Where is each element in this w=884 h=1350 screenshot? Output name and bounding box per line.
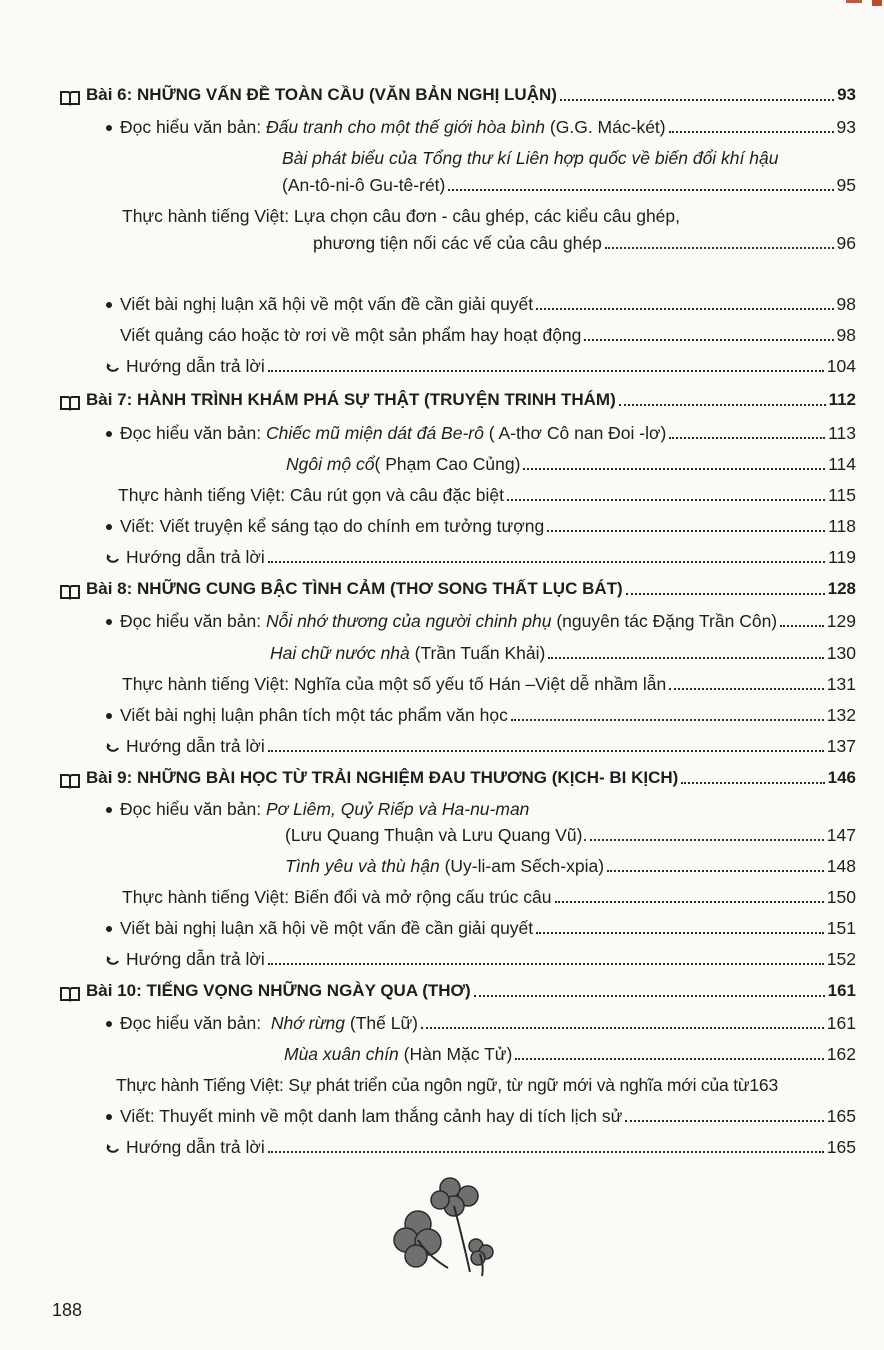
dot-leader: [548, 657, 823, 659]
dot-leader: [584, 339, 833, 341]
reading-label: Đọc hiểu văn bản:: [120, 117, 262, 137]
dot-leader: [536, 308, 833, 310]
guide-text: Hướng dẫn trả lời: [126, 547, 265, 567]
chapter-10-reading-1[interactable]: [106, 1008, 856, 1034]
page-ref: 118: [828, 516, 856, 536]
arrow-icon: [106, 553, 120, 565]
chapter-9-guide[interactable]: [106, 944, 856, 970]
chapter-8-guide[interactable]: [106, 731, 856, 757]
chapter-6-reading-2-title[interactable]: [282, 143, 778, 169]
dot-leader: [523, 468, 825, 470]
book-icon: [60, 90, 80, 106]
work-author: (Lưu Quang Thuận và Lưu Quang Vũ).: [285, 825, 588, 845]
chapter-title: Bài 8: NHỮNG CUNG BẬC TÌNH CẢM (THƠ SONG THẤT LỤC BÁT): [86, 579, 623, 598]
bullet-icon: [106, 619, 112, 625]
chapter-8-practice[interactable]: [122, 669, 856, 695]
clover-decoration-icon: [388, 1176, 508, 1286]
dot-leader: [515, 1058, 823, 1060]
work-author: (Hàn Mặc Tử): [403, 1044, 513, 1064]
work-title: Ngôi mộ cổ: [286, 454, 375, 474]
chapter-10-practice[interactable]: [116, 1070, 856, 1096]
page-ref: 163: [749, 1075, 778, 1095]
writing-text: Viết: Thuyết minh về một danh lam thắng cảnh hay di tích lịch sử: [120, 1106, 623, 1126]
dot-leader: [681, 782, 824, 784]
chapter-6-writing-2[interactable]: [120, 320, 856, 346]
chapter-title: Bài 7: HÀNH TRÌNH KHÁM PHÁ SỰ THẬT (TRUYỆN TRINH THÁM): [86, 390, 616, 409]
work-author: (Trần Tuấn Khải): [414, 643, 546, 663]
bullet-icon: [106, 1114, 112, 1120]
reading-label: Đọc hiểu văn bản:: [120, 799, 262, 819]
chapter-9-writing[interactable]: [106, 913, 856, 939]
guide-text: Hướng dẫn trả lời: [126, 1137, 265, 1157]
page-ref: 131: [826, 674, 856, 694]
guide-text: Hướng dẫn trả lời: [126, 949, 265, 969]
practice-text: Thực hành tiếng Việt: Nghĩa của một số yếu tố Hán –Việt dễ nhầm lẫn: [122, 674, 667, 694]
chapter-8-reading-2[interactable]: [270, 638, 856, 664]
work-title: Chiếc mũ miện dát đá Be-rô: [265, 423, 484, 443]
book-icon: [60, 584, 80, 600]
dot-leader: [780, 625, 824, 627]
page-ref: 128: [827, 579, 856, 598]
page-ref: 119: [828, 547, 856, 567]
dot-leader: [555, 901, 824, 903]
dot-leader: [560, 99, 834, 101]
page-ref: 165: [826, 1137, 856, 1157]
bullet-icon: [106, 807, 112, 813]
page-ref: 165: [826, 1106, 856, 1126]
dot-leader: [619, 404, 826, 406]
page-ref: 93: [837, 85, 856, 104]
chapter-6-writing-1[interactable]: [106, 289, 856, 315]
dot-leader: [474, 995, 825, 997]
dot-leader: [605, 247, 834, 249]
book-icon: [60, 395, 80, 411]
chapter-7-writing[interactable]: [106, 511, 856, 537]
dot-leader: [268, 561, 825, 563]
dot-leader: [669, 688, 824, 690]
practice-text: Thực hành Tiếng Việt: Sự phát triển của ngôn ngữ, từ ngữ mới và nghĩa mới của từ: [116, 1075, 750, 1095]
page-ref: 132: [826, 705, 856, 725]
page-number: 188: [52, 1300, 83, 1320]
chapter-8-reading-1[interactable]: [106, 606, 856, 632]
chapter-6-practice[interactable]: [313, 228, 856, 254]
bullet-icon: [106, 1021, 112, 1027]
work-author: (Thế Lữ): [349, 1013, 419, 1033]
page-ref: 161: [826, 1013, 856, 1033]
work-author: (Uy-li-am Sếch-xpia): [444, 856, 605, 876]
work-title: Tình yêu và thù hận: [285, 856, 440, 876]
page-ref: 146: [827, 768, 856, 787]
page-ref: 115: [828, 485, 856, 505]
work-title: Mùa xuân chín: [284, 1044, 399, 1064]
page-ref: 137: [826, 736, 856, 756]
chapter-7-reading-1[interactable]: [106, 418, 856, 444]
dot-leader: [268, 963, 824, 965]
chapter-9-heading[interactable]: [60, 763, 856, 789]
page-ref: 112: [828, 390, 856, 409]
page-ref: 129: [826, 611, 856, 631]
chapter-7-guide[interactable]: [106, 542, 856, 568]
chapter-9-reading-2[interactable]: [285, 851, 856, 877]
chapter-title: Bài 6: NHỮNG VẤN ĐỀ TOÀN CẦU (VĂN BẢN NGHỊ LUẬN): [86, 85, 557, 104]
dot-leader: [547, 530, 825, 532]
page-ref: 104: [826, 356, 856, 376]
bullet-icon: [106, 431, 112, 437]
chapter-6-reading-1[interactable]: [106, 112, 856, 138]
reading-label: Đọc hiểu văn bản:: [120, 1013, 262, 1033]
work-author: (G.G. Mác-két): [549, 117, 666, 137]
dot-leader: [511, 719, 824, 721]
dot-leader: [536, 932, 824, 934]
dot-leader: [448, 189, 833, 191]
practice-text: Thực hành tiếng Việt: Lựa chọn câu đơn - câu ghép, các kiểu câu ghép,: [122, 206, 681, 226]
work-title: Pơ Liêm, Quỷ Riếp và Ha-nu-man: [265, 799, 530, 819]
chapter-7-reading-2[interactable]: [286, 449, 856, 475]
arrow-icon: [106, 742, 120, 754]
chapter-6-heading[interactable]: [60, 80, 856, 106]
writing-text: Viết quảng cáo hoặc tờ rơi về một sản phẩm hay hoạt động: [120, 325, 582, 345]
chapter-10-heading[interactable]: [60, 976, 856, 1002]
chapter-8-writing[interactable]: [106, 700, 856, 726]
work-author: (nguyên tác Đặng Trần Côn): [556, 611, 778, 631]
work-title: Đấu tranh cho một thế giới hòa bình: [265, 117, 546, 137]
chapter-title: Bài 10: TIẾNG VỌNG NHỮNG NGÀY QUA (THƠ): [86, 981, 471, 1000]
work-title: Bài phát biểu của Tổng thư kí Liên hợp quốc về biến đổi khí hậu: [282, 148, 779, 168]
chapter-9-reading-1-title[interactable]: [106, 794, 529, 820]
page-ref: 96: [836, 233, 856, 253]
dot-leader: [590, 839, 823, 841]
chapter-9-reading-1[interactable]: [285, 820, 856, 846]
page-ref: 151: [826, 918, 856, 938]
book-icon: [60, 986, 80, 1002]
bullet-icon: [106, 302, 112, 308]
guide-text: Hướng dẫn trả lời: [126, 356, 265, 376]
page-ref: 162: [826, 1044, 856, 1064]
chapter-10-guide[interactable]: [106, 1132, 856, 1158]
bullet-icon: [106, 926, 112, 932]
chapter-6-reading-2[interactable]: [282, 170, 856, 196]
page-ref: 98: [836, 294, 856, 314]
work-author: ( A-thơ Cô nan Đoi -lơ): [488, 423, 667, 443]
page-ref: 130: [826, 643, 856, 663]
guide-text: Hướng dẫn trả lời: [126, 736, 265, 756]
chapter-9-practice[interactable]: [122, 882, 856, 908]
writing-text: Viết bài nghị luận xã hội về một vấn đề cần giải quyết: [120, 294, 534, 314]
reading-label: Đọc hiểu văn bản:: [120, 423, 262, 443]
page-ref: 161: [827, 981, 856, 1000]
page-ref: 114: [828, 454, 856, 474]
bullet-icon: [106, 713, 112, 719]
writing-text: Viết bài nghị luận phân tích một tác phẩm văn học: [120, 705, 508, 725]
dot-leader: [268, 1151, 824, 1153]
work-author: ( Phạm Cao Củng): [374, 454, 521, 474]
dot-leader: [268, 370, 824, 372]
work-author: (An-tô-ni-ô Gu-tê-rét): [282, 175, 446, 195]
dot-leader: [421, 1027, 824, 1029]
writing-text: Viết bài nghị luận xã hội về một vấn đề cần giải quyết: [120, 918, 534, 938]
writing-text: Viết: Viết truyện kể sáng tạo do chính em tưởng tượng: [120, 516, 545, 536]
page-ref: 113: [828, 423, 856, 443]
page-ref: 147: [826, 825, 856, 845]
arrow-icon: [106, 362, 120, 374]
chapter-6-guide[interactable]: [106, 351, 856, 377]
reading-label: Đọc hiểu văn bản:: [120, 611, 262, 631]
chapter-10-reading-2[interactable]: [284, 1039, 856, 1065]
dot-leader: [607, 870, 824, 872]
page-ref: 93: [836, 117, 856, 137]
chapter-8-heading[interactable]: [60, 574, 856, 600]
work-title: Nỗi nhớ thương của người chinh phụ: [265, 611, 552, 631]
page-ref: 150: [826, 887, 856, 907]
arrow-icon: [106, 955, 120, 967]
dot-leader: [507, 499, 825, 501]
chapter-10-writing[interactable]: [106, 1101, 856, 1127]
work-title: Nhớ rừng: [270, 1013, 346, 1033]
dot-leader: [669, 437, 825, 439]
work-title: Hai chữ nước nhà: [270, 643, 410, 663]
dot-leader: [669, 131, 834, 133]
chapter-title: Bài 9: NHỮNG BÀI HỌC TỪ TRẢI NGHIỆM ĐAU THƯƠNG (KỊCH- BI KỊCH): [86, 768, 679, 787]
book-icon: [60, 773, 80, 789]
page-ref: 148: [826, 856, 856, 876]
chapter-6-practice-line-1[interactable]: [122, 201, 680, 227]
dot-leader: [268, 750, 824, 752]
bullet-icon: [106, 125, 112, 131]
page-ref: 98: [836, 325, 856, 345]
page-ref: 152: [826, 949, 856, 969]
dot-leader: [626, 593, 825, 595]
bullet-icon: [106, 524, 112, 530]
practice-text: Thực hành tiếng Việt: Câu rút gọn và câu đặc biệt: [118, 485, 504, 505]
practice-text: Thực hành tiếng Việt: Biến đổi và mở rộng cấu trúc câu: [122, 887, 552, 907]
chapter-7-heading[interactable]: [60, 385, 856, 411]
dot-leader: [625, 1120, 823, 1122]
chapter-7-practice[interactable]: [118, 480, 856, 506]
page-ref: 95: [836, 175, 856, 195]
arrow-icon: [106, 1143, 120, 1155]
practice-text: phương tiện nối các vế của câu ghép: [313, 233, 602, 253]
